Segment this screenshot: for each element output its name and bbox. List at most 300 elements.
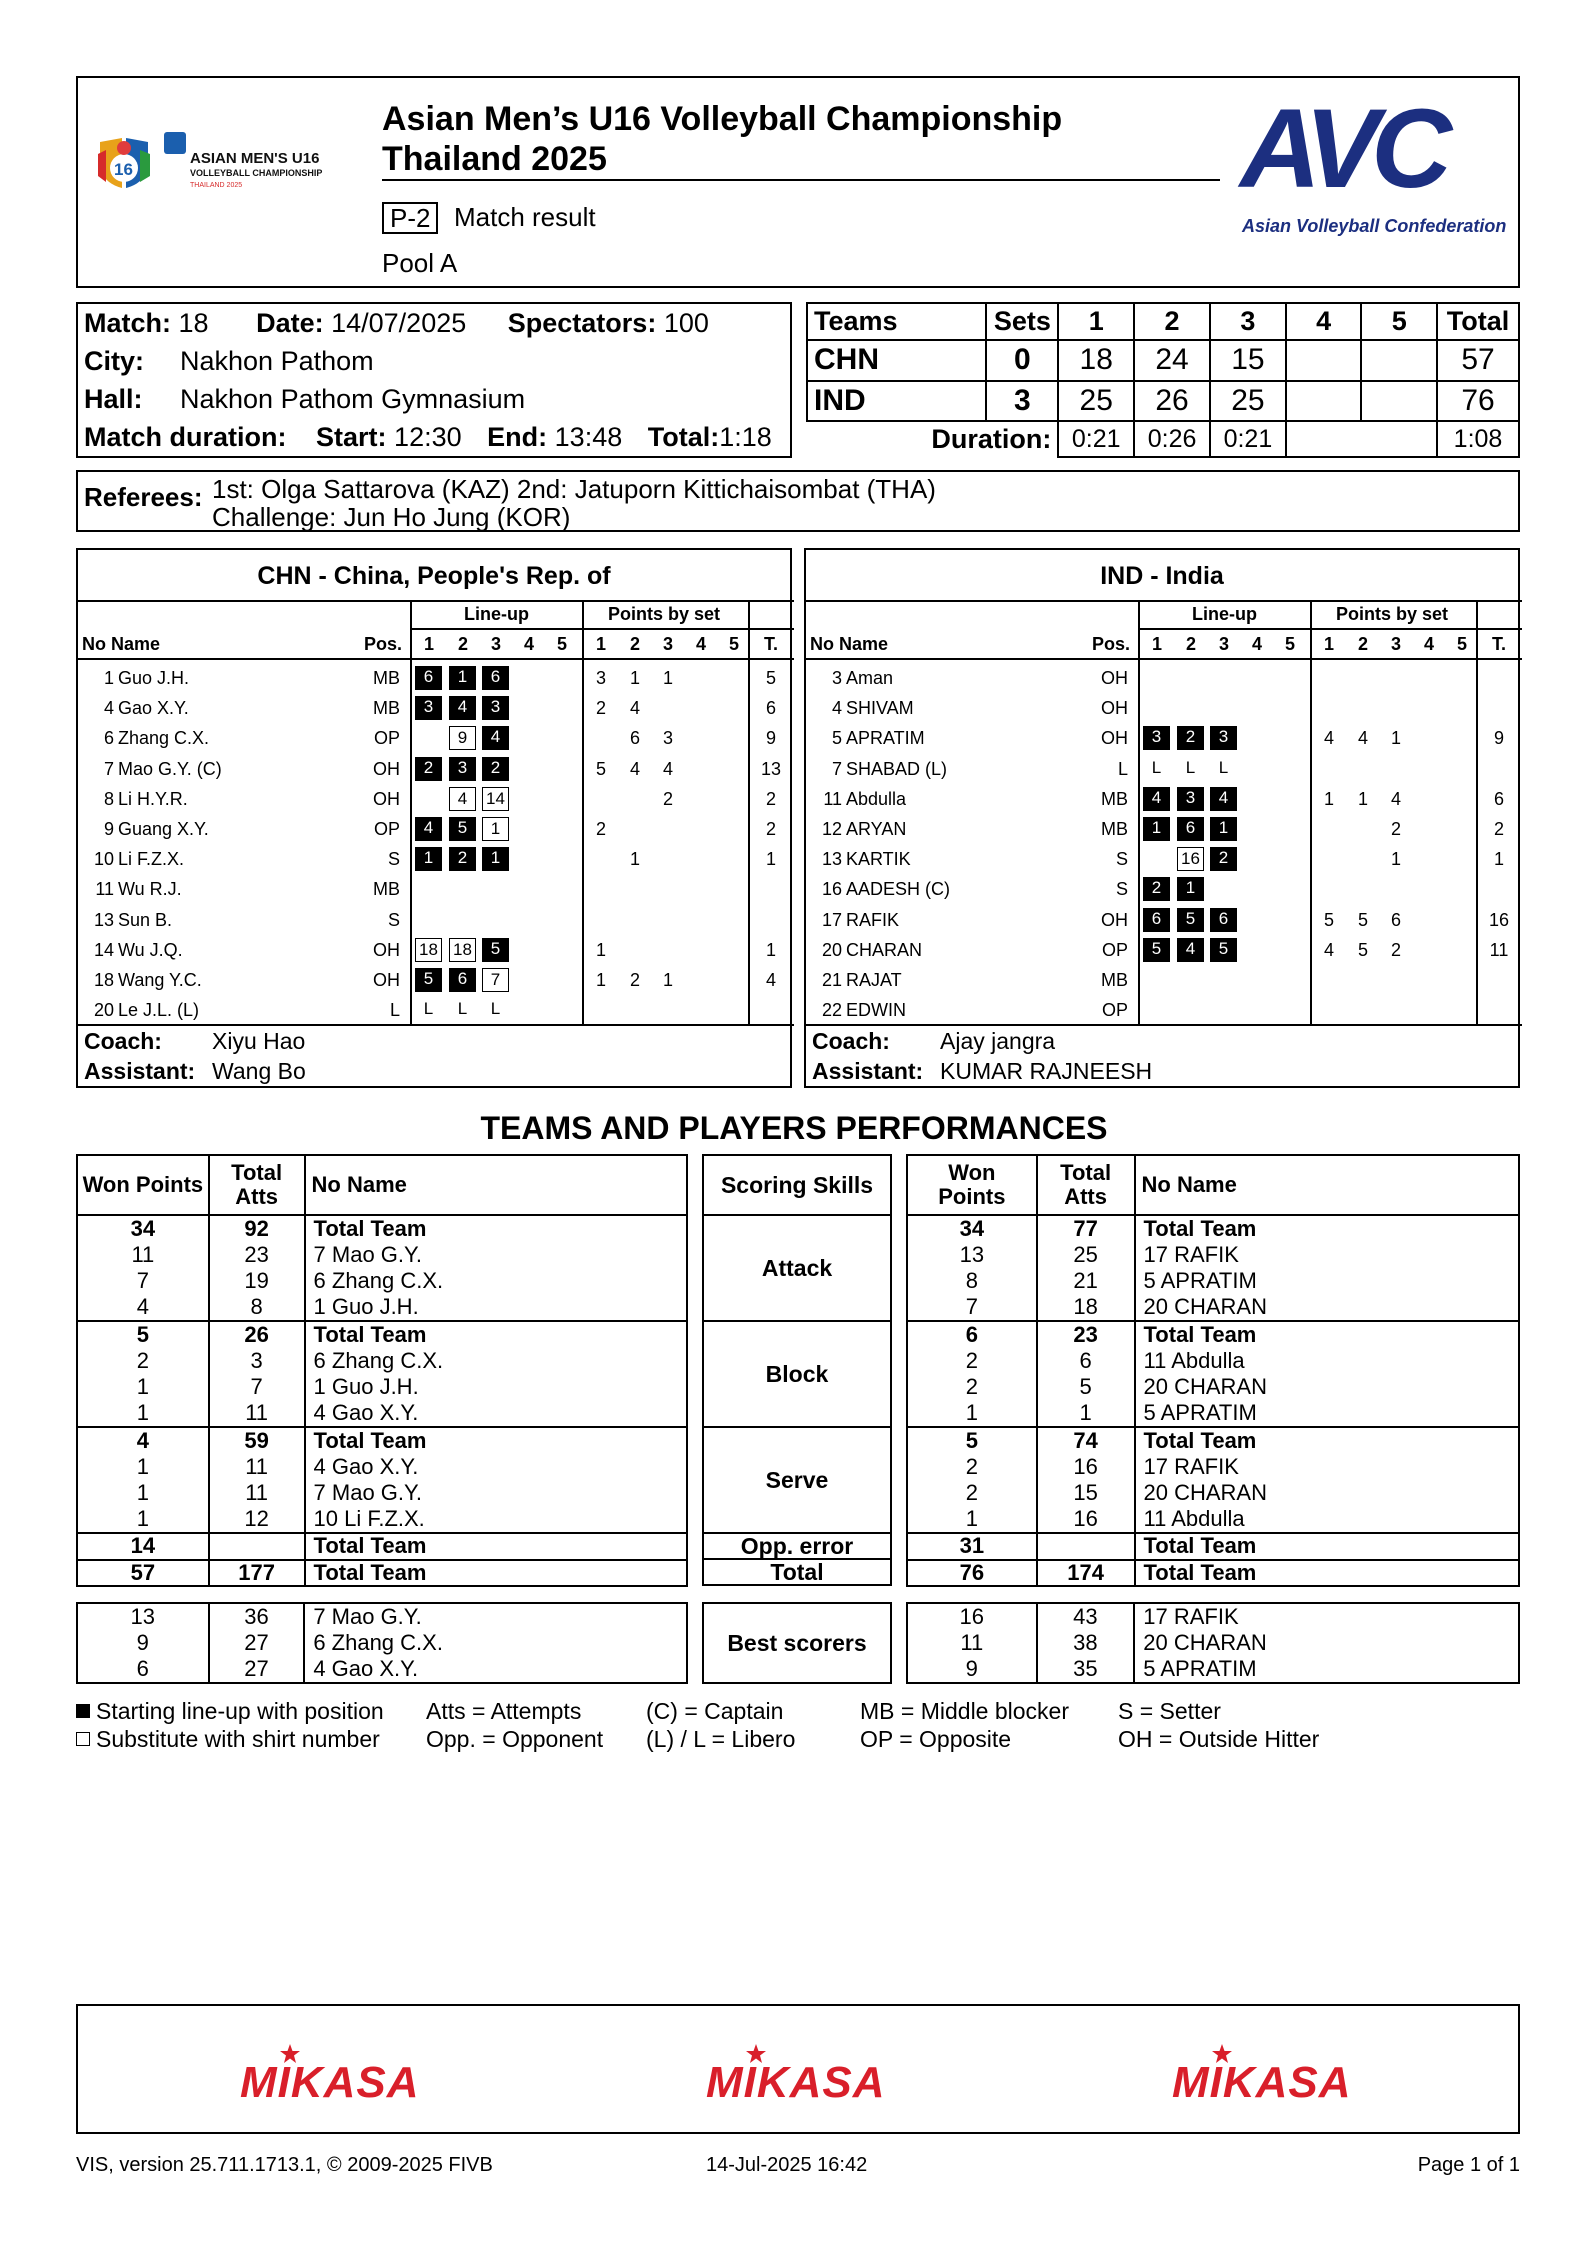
total-atts: 174 bbox=[1037, 1560, 1135, 1587]
set-points: 2 bbox=[662, 788, 673, 809]
player-row bbox=[806, 940, 1518, 970]
lineup-cell: 5 bbox=[482, 938, 509, 962]
player-name: Sun B. bbox=[118, 909, 173, 930]
player-position: OP bbox=[1101, 1000, 1128, 1021]
match-info-box bbox=[76, 302, 792, 458]
won-points: 5 bbox=[907, 1427, 1037, 1454]
player-name: Li F.Z.X. bbox=[118, 849, 185, 870]
set-points: 1 bbox=[662, 970, 673, 990]
lineup-set-header: 5 bbox=[1284, 634, 1295, 654]
player-position: OH bbox=[373, 939, 400, 960]
player-or-team: 20 CHARAN bbox=[1135, 1374, 1520, 1401]
perf-row bbox=[907, 1603, 1519, 1630]
player-or-team: 6 Zhang C.X. bbox=[304, 1630, 687, 1657]
lineup-cell: 6 bbox=[415, 666, 442, 690]
score-row-ind bbox=[807, 381, 1519, 421]
legend-atts: Atts = Attempts bbox=[426, 1698, 582, 1724]
lineup-cell: 6 bbox=[482, 666, 509, 690]
won-points: 1 bbox=[907, 1401, 1037, 1428]
team-box-ind bbox=[804, 548, 1520, 1088]
won-points: 11 bbox=[77, 1242, 209, 1269]
divider bbox=[806, 600, 1522, 602]
player-or-team: 4 Gao X.Y. bbox=[305, 1454, 687, 1481]
start-label: Start: bbox=[316, 422, 387, 452]
perf-row bbox=[77, 1454, 687, 1481]
lineup-set-header: 3 bbox=[1218, 634, 1229, 654]
lineup-cell: 2 bbox=[415, 757, 442, 781]
assistant-label: Assistant: bbox=[84, 1058, 196, 1084]
player-row bbox=[806, 910, 1518, 940]
won-points: 11 bbox=[907, 1630, 1037, 1657]
score-team: CHN bbox=[807, 340, 986, 380]
player-row bbox=[78, 940, 790, 970]
perf-row bbox=[907, 1480, 1519, 1507]
player-name: SHIVAM bbox=[846, 698, 914, 719]
perf-row bbox=[907, 1295, 1519, 1322]
total-duration: 1:18 bbox=[719, 422, 772, 452]
won-points: 2 bbox=[907, 1480, 1037, 1507]
total-atts: 7 bbox=[209, 1374, 305, 1401]
player-number: 4 bbox=[103, 698, 114, 719]
score-header-row bbox=[807, 303, 1519, 340]
player-number: 13 bbox=[93, 909, 114, 930]
set-points: 4 bbox=[662, 758, 673, 779]
divider bbox=[78, 658, 794, 660]
divider bbox=[1138, 628, 1522, 630]
perf-row bbox=[77, 1603, 687, 1630]
referees-label: Referees: bbox=[84, 482, 203, 512]
player-or-team: 10 Li F.Z.X. bbox=[305, 1507, 687, 1534]
player-or-team: 20 CHARAN bbox=[1135, 1295, 1520, 1322]
duration-total: 1:08 bbox=[1437, 421, 1519, 457]
header-divider bbox=[382, 179, 1220, 181]
total-points: 9 bbox=[765, 728, 776, 749]
perf-row bbox=[77, 1268, 687, 1295]
player-or-team: Total Team bbox=[305, 1560, 687, 1587]
end-time: 13:48 bbox=[554, 422, 623, 452]
set-points: 4 bbox=[1357, 728, 1368, 749]
total-points: 11 bbox=[1489, 939, 1509, 960]
duration-label: Duration: bbox=[807, 421, 1058, 457]
score-set-5 bbox=[1361, 340, 1437, 380]
total-atts: 35 bbox=[1037, 1656, 1135, 1683]
legend-libero: (L) / L = Libero bbox=[646, 1726, 796, 1752]
perf-row bbox=[77, 1630, 687, 1657]
perf-row bbox=[907, 1630, 1519, 1657]
won-points: 1 bbox=[77, 1401, 209, 1428]
player-or-team: 7 Mao G.Y. bbox=[304, 1603, 687, 1630]
player-position: S bbox=[387, 849, 400, 870]
empty-square-icon bbox=[76, 1732, 90, 1746]
legend-starting-text: Starting line-up with position bbox=[96, 1698, 384, 1724]
avc-logo bbox=[1238, 86, 1508, 242]
player-or-team: 1 Guo J.H. bbox=[305, 1295, 687, 1322]
set-points: 5 bbox=[1323, 909, 1334, 930]
total-atts: 16 bbox=[1037, 1507, 1135, 1534]
event-logo bbox=[92, 132, 362, 202]
set-points: 1 bbox=[662, 668, 673, 688]
player-or-team: Total Team bbox=[305, 1215, 687, 1242]
lineup-cell: L bbox=[1151, 757, 1162, 777]
legend-mb: MB = Middle blocker bbox=[860, 1698, 1069, 1724]
set-points: 1 bbox=[1390, 728, 1401, 749]
document-type: Match result bbox=[454, 202, 596, 232]
player-name: Gao X.Y. bbox=[118, 698, 189, 719]
won-points: 8 bbox=[907, 1268, 1037, 1295]
total-header: T. bbox=[763, 634, 778, 654]
points-set-header: 5 bbox=[728, 634, 739, 654]
player-number: 20 bbox=[821, 939, 842, 960]
won-points: 34 bbox=[907, 1215, 1037, 1242]
referees-line2: Challenge: Jun Ho Jung (KOR) bbox=[212, 502, 571, 532]
lineup-cell: 1 bbox=[449, 666, 476, 690]
skill-serve: Serve bbox=[702, 1426, 892, 1534]
match-info-row-2 bbox=[84, 346, 374, 377]
u16-badge-icon bbox=[164, 132, 186, 154]
score-row-chn bbox=[807, 340, 1519, 380]
set-points: 1 bbox=[629, 668, 640, 688]
assistant-row bbox=[84, 1058, 306, 1085]
player-or-team: 5 APRATIM bbox=[1134, 1656, 1519, 1683]
player-name: Zhang C.X. bbox=[118, 728, 210, 749]
points-set-header: 1 bbox=[595, 634, 606, 654]
won-points: 16 bbox=[907, 1603, 1037, 1630]
points-set-header: 4 bbox=[1423, 634, 1434, 654]
total-atts: 27 bbox=[209, 1656, 305, 1683]
col-won-points: Won Points bbox=[77, 1155, 209, 1215]
won-points: 1 bbox=[77, 1374, 209, 1401]
lineup-cell: L bbox=[490, 999, 501, 1019]
player-or-team: Total Team bbox=[1135, 1321, 1520, 1348]
lineup-cell: 18 bbox=[415, 938, 442, 962]
lineup-cell: 1 bbox=[482, 817, 509, 841]
match-number: 18 bbox=[178, 308, 209, 338]
lineup-cell: 6 bbox=[1210, 908, 1237, 932]
referees-box bbox=[76, 470, 1520, 532]
total-atts: 59 bbox=[209, 1427, 305, 1454]
legend-op: OP = Opposite bbox=[860, 1726, 1012, 1752]
player-position: OH bbox=[1101, 728, 1128, 749]
hall-label: Hall: bbox=[84, 384, 143, 414]
no-name-header: No Name bbox=[810, 634, 889, 654]
player-or-team: 1 Guo J.H. bbox=[305, 1374, 687, 1401]
total-atts: 12 bbox=[209, 1507, 305, 1534]
player-position: OH bbox=[1101, 668, 1128, 688]
won-points: 5 bbox=[77, 1321, 209, 1348]
player-or-team: 17 RAFIK bbox=[1135, 1454, 1520, 1481]
total-points: 2 bbox=[765, 788, 776, 809]
perf-row bbox=[907, 1348, 1519, 1375]
duration-set-3: 0:21 bbox=[1210, 421, 1286, 457]
perf-row bbox=[77, 1656, 687, 1683]
player-row bbox=[78, 849, 790, 879]
total-atts: 18 bbox=[1037, 1295, 1135, 1322]
player-row bbox=[78, 759, 790, 789]
points-set-header: 1 bbox=[1323, 634, 1334, 654]
player-name: SHABAD (L) bbox=[846, 758, 948, 779]
lineup-cell: L bbox=[457, 999, 468, 1019]
player-or-team: 11 Abdulla bbox=[1135, 1507, 1520, 1534]
won-points: 1 bbox=[77, 1507, 209, 1534]
total-atts: 74 bbox=[1037, 1427, 1135, 1454]
lineup-cell: 18 bbox=[449, 938, 476, 962]
legend-substitute bbox=[76, 1726, 380, 1753]
sponsor-logo bbox=[1162, 2044, 1422, 2108]
city-name: Nakhon Pathom bbox=[180, 346, 374, 376]
filled-square-icon bbox=[76, 1704, 90, 1718]
won-points: 31 bbox=[907, 1533, 1037, 1560]
total-atts: 23 bbox=[1037, 1321, 1135, 1348]
player-number: 7 bbox=[831, 758, 842, 779]
perf-row bbox=[77, 1401, 687, 1428]
won-points: 14 bbox=[77, 1533, 209, 1560]
player-name: Mao G.Y. (C) bbox=[118, 758, 222, 779]
player-number: 17 bbox=[821, 909, 842, 930]
divider bbox=[410, 628, 794, 630]
score-set-1: 18 bbox=[1058, 340, 1134, 380]
set-points: 6 bbox=[1390, 909, 1401, 930]
player-row bbox=[78, 970, 790, 1000]
sponsor-name: MIKASA bbox=[1172, 2058, 1352, 2107]
sponsor-logo bbox=[230, 2044, 490, 2108]
player-row bbox=[78, 698, 790, 728]
player-position: OP bbox=[373, 728, 400, 749]
score-team: IND bbox=[807, 381, 986, 421]
lineup-set-header: 1 bbox=[423, 634, 434, 654]
score-set-3: 15 bbox=[1210, 340, 1286, 380]
total-atts: 92 bbox=[209, 1215, 305, 1242]
total-atts: 11 bbox=[209, 1454, 305, 1481]
won-points: 6 bbox=[77, 1656, 209, 1683]
score-table bbox=[806, 302, 1520, 458]
total-points: 6 bbox=[765, 698, 776, 719]
lineup-cell: L bbox=[1185, 757, 1196, 777]
player-number: 1 bbox=[103, 668, 114, 688]
legend-s: S = Setter bbox=[1118, 1698, 1221, 1724]
lineup-cell: 16 bbox=[1177, 847, 1204, 871]
perf-row bbox=[77, 1215, 687, 1242]
won-points: 13 bbox=[77, 1603, 209, 1630]
total-atts: 25 bbox=[1037, 1242, 1135, 1269]
player-row bbox=[78, 1000, 790, 1030]
perf-row bbox=[907, 1401, 1519, 1428]
legend-captain: (C) = Captain bbox=[646, 1698, 784, 1724]
skill-total: Total bbox=[702, 1558, 892, 1586]
lineup-cell: 4 bbox=[449, 787, 476, 811]
best-scorers-chn bbox=[76, 1602, 688, 1684]
score-header-teams: Teams bbox=[807, 303, 986, 340]
player-row bbox=[78, 668, 790, 698]
player-row bbox=[806, 789, 1518, 819]
total-atts: 38 bbox=[1037, 1630, 1135, 1657]
total-points: 6 bbox=[1493, 788, 1504, 809]
legend-oh: OH = Outside Hitter bbox=[1118, 1726, 1320, 1752]
perf-row bbox=[77, 1427, 687, 1454]
won-points: 76 bbox=[907, 1560, 1037, 1587]
set-points: 1 bbox=[1357, 788, 1368, 809]
match-info-row-3 bbox=[84, 384, 526, 415]
player-or-team: Total Team bbox=[305, 1427, 687, 1454]
lineup-cell: 4 bbox=[1177, 938, 1204, 962]
lineup-cell: 6 bbox=[449, 968, 476, 992]
coach-row bbox=[812, 1028, 1056, 1055]
set-points: 6 bbox=[629, 728, 640, 749]
player-or-team: 20 CHARAN bbox=[1135, 1480, 1520, 1507]
lineup-cell: 2 bbox=[1177, 726, 1204, 750]
team-name: CHN - China, People's Rep. of bbox=[257, 562, 611, 590]
set-points: 4 bbox=[629, 698, 640, 719]
score-set-2: 24 bbox=[1134, 340, 1210, 380]
lineup-cell: 3 bbox=[449, 757, 476, 781]
total-atts: 21 bbox=[1037, 1268, 1135, 1295]
assistant-name: Wang Bo bbox=[212, 1058, 306, 1084]
set-points: 4 bbox=[1390, 788, 1401, 809]
perf-row bbox=[907, 1321, 1519, 1348]
player-row bbox=[78, 879, 790, 909]
lineup-set-header: 1 bbox=[1151, 634, 1162, 654]
player-row bbox=[806, 698, 1518, 728]
footer-version: VIS, version 25.711.1713.1, © 2009-2025 FIVB bbox=[76, 2154, 493, 2176]
perf-row bbox=[907, 1507, 1519, 1534]
player-position: OP bbox=[1101, 939, 1128, 960]
team-box-chn bbox=[76, 548, 792, 1088]
sponsor-name: MIKASA bbox=[706, 2058, 886, 2107]
player-number: 6 bbox=[103, 728, 114, 749]
pos-header: Pos. bbox=[364, 634, 403, 654]
player-name: Le J.L. (L) bbox=[118, 1000, 200, 1021]
lineup-cell: 1 bbox=[482, 847, 509, 871]
sponsor-box bbox=[76, 2004, 1520, 2134]
set-points: 2 bbox=[1390, 939, 1401, 960]
set-points: 4 bbox=[1323, 939, 1334, 960]
lineup-cell: 4 bbox=[415, 817, 442, 841]
player-number: 7 bbox=[103, 758, 114, 779]
lineup-cell: 9 bbox=[449, 726, 476, 750]
total-atts: 11 bbox=[209, 1480, 305, 1507]
player-number: 21 bbox=[821, 970, 842, 990]
avc-logo-mark: AVC bbox=[1240, 86, 1445, 211]
score-sets: 0 bbox=[986, 340, 1058, 380]
won-points: 2 bbox=[907, 1454, 1037, 1481]
player-row bbox=[806, 819, 1518, 849]
performances-title: TEAMS AND PLAYERS PERFORMANCES bbox=[480, 1110, 1108, 1146]
lineup-cell: 5 bbox=[449, 817, 476, 841]
score-header-set5: 5 bbox=[1361, 303, 1437, 340]
total-points: 1 bbox=[765, 849, 776, 870]
points-set-header: 2 bbox=[1357, 634, 1368, 654]
lineup-cell: 2 bbox=[449, 847, 476, 871]
perf-row bbox=[907, 1454, 1519, 1481]
col-no-name: No Name bbox=[1135, 1155, 1520, 1215]
won-points: 2 bbox=[907, 1374, 1037, 1401]
player-number: 20 bbox=[93, 1000, 114, 1021]
match-label: Match: bbox=[84, 308, 171, 338]
perf-row bbox=[907, 1533, 1519, 1560]
won-points: 13 bbox=[907, 1242, 1037, 1269]
won-points: 9 bbox=[77, 1630, 209, 1657]
score-header-set3: 3 bbox=[1210, 303, 1286, 340]
player-row bbox=[806, 759, 1518, 789]
total-atts bbox=[209, 1533, 305, 1560]
lineup-cell: 7 bbox=[482, 968, 509, 992]
total-atts: 1 bbox=[1037, 1401, 1135, 1428]
set-points: 1 bbox=[595, 970, 606, 990]
lineup-set-header: 4 bbox=[1251, 634, 1262, 654]
total-points: 4 bbox=[765, 970, 776, 990]
coach-name: Ajay jangra bbox=[940, 1028, 1056, 1054]
player-name: APRATIM bbox=[846, 728, 925, 749]
total-atts: 177 bbox=[209, 1560, 305, 1587]
sponsor-name: MIKASA bbox=[240, 2058, 420, 2107]
total-atts: 43 bbox=[1037, 1603, 1135, 1630]
points-set-header: 2 bbox=[629, 634, 640, 654]
col-no-name: No Name bbox=[305, 1155, 687, 1215]
player-name: AADESH (C) bbox=[846, 879, 951, 900]
player-position: L bbox=[389, 1000, 400, 1021]
points-header: Points by set bbox=[608, 604, 721, 624]
best-scorers-ind bbox=[906, 1602, 1520, 1684]
lineup-set-header: 2 bbox=[1185, 634, 1196, 654]
lineup-set-header: 4 bbox=[523, 634, 534, 654]
player-position: OH bbox=[1101, 698, 1128, 719]
player-or-team: Total Team bbox=[1135, 1533, 1520, 1560]
player-row bbox=[78, 789, 790, 819]
player-position: S bbox=[1115, 879, 1128, 900]
perf-row bbox=[77, 1242, 687, 1269]
best-scorers-label: Best scorers bbox=[702, 1602, 892, 1684]
player-number: 14 bbox=[93, 939, 114, 960]
player-position: L bbox=[1117, 758, 1128, 779]
player-or-team: Total Team bbox=[305, 1533, 687, 1560]
score-set-2: 26 bbox=[1134, 381, 1210, 421]
player-row bbox=[78, 819, 790, 849]
lineup-cell: 14 bbox=[482, 787, 509, 811]
lineup-cell: 4 bbox=[1143, 787, 1170, 811]
score-total: 76 bbox=[1437, 381, 1519, 421]
total-points: 13 bbox=[760, 758, 782, 779]
perf-row bbox=[907, 1268, 1519, 1295]
footer-page: Page 1 of 1 bbox=[1417, 2154, 1520, 2176]
lineup-cell: 2 bbox=[1210, 847, 1237, 871]
set-points: 5 bbox=[1357, 939, 1368, 960]
player-row bbox=[806, 728, 1518, 758]
won-points: 7 bbox=[77, 1268, 209, 1295]
assistant-row bbox=[812, 1058, 1153, 1085]
player-or-team: 7 Mao G.Y. bbox=[305, 1242, 687, 1269]
match-info-row-1 bbox=[84, 308, 709, 339]
points-set-header: 5 bbox=[1456, 634, 1467, 654]
set-points: 1 bbox=[595, 939, 606, 960]
perf-table-chn bbox=[76, 1154, 688, 1587]
set-points: 2 bbox=[1390, 819, 1401, 839]
lineup-cell: 2 bbox=[1143, 877, 1170, 901]
player-position: S bbox=[387, 909, 400, 930]
col-total-atts: Total Atts bbox=[1037, 1155, 1135, 1215]
won-points: 7 bbox=[907, 1295, 1037, 1322]
player-row bbox=[78, 728, 790, 758]
player-position: MB bbox=[373, 668, 400, 688]
player-name: Guo J.H. bbox=[118, 668, 190, 688]
total-atts: 16 bbox=[1037, 1454, 1135, 1481]
won-points: 34 bbox=[77, 1215, 209, 1242]
duration-set-5 bbox=[1361, 421, 1437, 457]
city-label: City: bbox=[84, 346, 144, 376]
match-info-row-4 bbox=[84, 422, 772, 453]
perf-row bbox=[77, 1533, 687, 1560]
lineup-cell: 2 bbox=[482, 757, 509, 781]
set-points: 3 bbox=[595, 668, 606, 688]
duration-set-1: 0:21 bbox=[1058, 421, 1134, 457]
